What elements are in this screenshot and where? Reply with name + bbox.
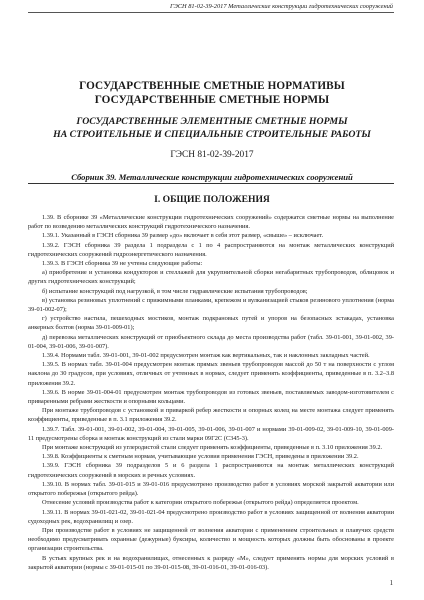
- page-number: 1: [389, 580, 393, 587]
- paragraph: Отнесение условий производства работ к категории открытого побережья (открытого рейда) определяется проектом.: [42, 499, 359, 507]
- paragraph: 1.39. В сборнике 39 «Металлические конструкции гидротехнических сооружений» содержатся сметные нормы на выполнение работ по возведению металлических конструкций гидротехнического назначения.: [28, 214, 394, 231]
- document-code: ГЭСН 81-02-39-2017: [170, 150, 254, 160]
- paragraph: При монтаже трубопроводов с установкой и приваркой ребер жесткости и опорных колец на месте монтажа следует применять коэффициенты, приведенные в п. 3.1 приложения 39.2.: [28, 407, 394, 424]
- body-text: [28, 213, 394, 572]
- paragraph: В устьях крупных рек и на водохранилищах, отнесенных к разряду «М», следует применять нормы для морских условий в закрытой акватории (нормы с 39-01-015-01 по 39-01-015-08, 39-01-016-01, 39-01-016-03).: [28, 554, 394, 571]
- paragraph: 1.39.3. В ГЭСН сборника 39 не учтены следующие работы:: [42, 260, 203, 268]
- main-title-line-1: ГОСУДАРСТВЕННЫЕ СМЕТНЫЕ НОРМАТИВЫ: [79, 80, 345, 92]
- paragraph: 1.39.8. Коэффициенты к сметным нормам, учитывающие условия применения ГЭСН, приведены в приложении 39.2.: [42, 453, 359, 461]
- collection-rule: [28, 183, 394, 184]
- main-title-line-2: ГОСУДАРСТВЕННЫЕ СМЕТНЫЕ НОРМЫ: [94, 94, 330, 106]
- paragraph: д) перевозка металлических конструкций от приобъектного склада до места производства работ (табл. 39-01-001, 39-01-002, 39-01-004, 39-01-006, 39-01-007).: [28, 333, 394, 350]
- collection-title: Сборник 39. Металлические конструкции гидротехнических сооружений: [71, 172, 353, 182]
- paragraph: 1.39.4. Нормами табл. 39-01-001, 39-01-002 предусмотрен монтаж как вертикальных, так и наклонных закладных частей.: [42, 352, 370, 360]
- paragraph: б) испытание конструкций под нагрузкой, в том числе гидравлические испытания трубопроводов;: [42, 287, 308, 295]
- paragraph: При производстве работ в условиях не защищенной от волнения акватории с применением строительных и плавучих средств необходимо предусматривать охранные (дежурные) буксиры, количество и мощность которых должны быть обоснованы в проекте организации строительства.: [28, 526, 394, 553]
- paragraph: 1.39.2. ГЭСН сборника 39 раздела 1 подраздела с 1 по 4 распространяются на монтаж металлических конструкций гидротехнических сооружений гидроэнергетического назначения.: [28, 241, 394, 258]
- paragraph: 1.39.11. В нормах 39-01-021-02, 39-01-021-04 предусмотрено производство работ в условиях защищенной от волнения акватории судоходных рек, водохранилищ и озер.: [28, 508, 394, 525]
- paragraph: 1.39.7. Табл. 39-01-001, 39-01-002, 39-01-004, 39-01-005, 39-01-006, 39-01-007 и нормами 39-01-009-02, 39-01-009-10, 39-01-009-11 предусмотрены сборка и монтаж конструкций из стали марки 09Г2С (С345-3).: [28, 425, 394, 442]
- header-rule: [28, 12, 394, 13]
- subtitle-line-1: ГОСУДАРСТВЕННЫЕ ЭЛЕМЕНТНЫЕ СМЕТНЫЕ НОРМЫ: [76, 116, 348, 127]
- paragraph: 1.39.1. Указанный в ГЭСН сборника 39 размер «до» включает в себя этот размер, «свыше» – исключает.: [42, 232, 324, 240]
- paragraph: а) приобретение и установка кондукторов и стеллажей для укрупнительной сборки негабаритных трубопроводов, облицовок и других гидротехнических конструкций;: [28, 269, 394, 286]
- paragraph: г) устройство настила, пешеходных мостиков, монтаж подкрановых путей и упоров на безопасных эстакадах, установка анкерных болтов (норма 39-01-009-01);: [28, 315, 394, 332]
- paragraph: в) установка резиновых уплотнений с прижимными планками, крепежом и вулканизацией стыков резинового уплотнения (норма 39-01-002-07);: [28, 296, 394, 314]
- paragraph: 1.39.9. ГЭСН сборника 39 подразделов 5 и 6 раздела 1 распространяются на монтаж металлических конструкций гидротехнических сооружений в морских и речных условиях.: [28, 462, 394, 479]
- subtitle-line-2: НА СТРОИТЕЛЬНЫЕ И СПЕЦИАЛЬНЫЕ СТРОИТЕЛЬНЫЕ РАБОТЫ: [53, 129, 371, 140]
- paragraph: 1.39.10. В нормах табл. 39-01-015 и 39-01-016 предусмотрено производство работ в условиях морской закрытой акватории или открытого побережья (открытого рейда).: [28, 480, 394, 498]
- paragraph: 1.39.6. В норме 39-01-004-01 предусмотрен монтаж трубопроводов из готовых звеньев, поставляемых заводом-изготовителем с приваренными ребрами жесткости и опорными кольцами.: [28, 388, 394, 406]
- paragraph: 1.39.5. В нормах табл. 39-01-004 предусмотрен монтаж прямых звеньев трубопроводов массой до 50 т на поверхности с углом наклона до 30 градусов, при условиях, отличных от учтенных в нормах, следует применять коэффициенты, приведенные в п. 3.2–3.8 приложения 39.2.: [28, 361, 394, 387]
- main-title: [0, 79, 424, 107]
- subtitle: [0, 115, 424, 141]
- running-header: ГЭСН 81-02-39-2017 Металлические конструкции гидротехнических сооружений: [169, 3, 393, 10]
- paragraph: При монтаже конструкций из углеродистой стали следует применять коэффициенты, приведенные в п. 3.10 приложения 39.2.: [42, 444, 383, 452]
- section-title: I. ОБЩИЕ ПОЛОЖЕНИЯ: [154, 194, 270, 205]
